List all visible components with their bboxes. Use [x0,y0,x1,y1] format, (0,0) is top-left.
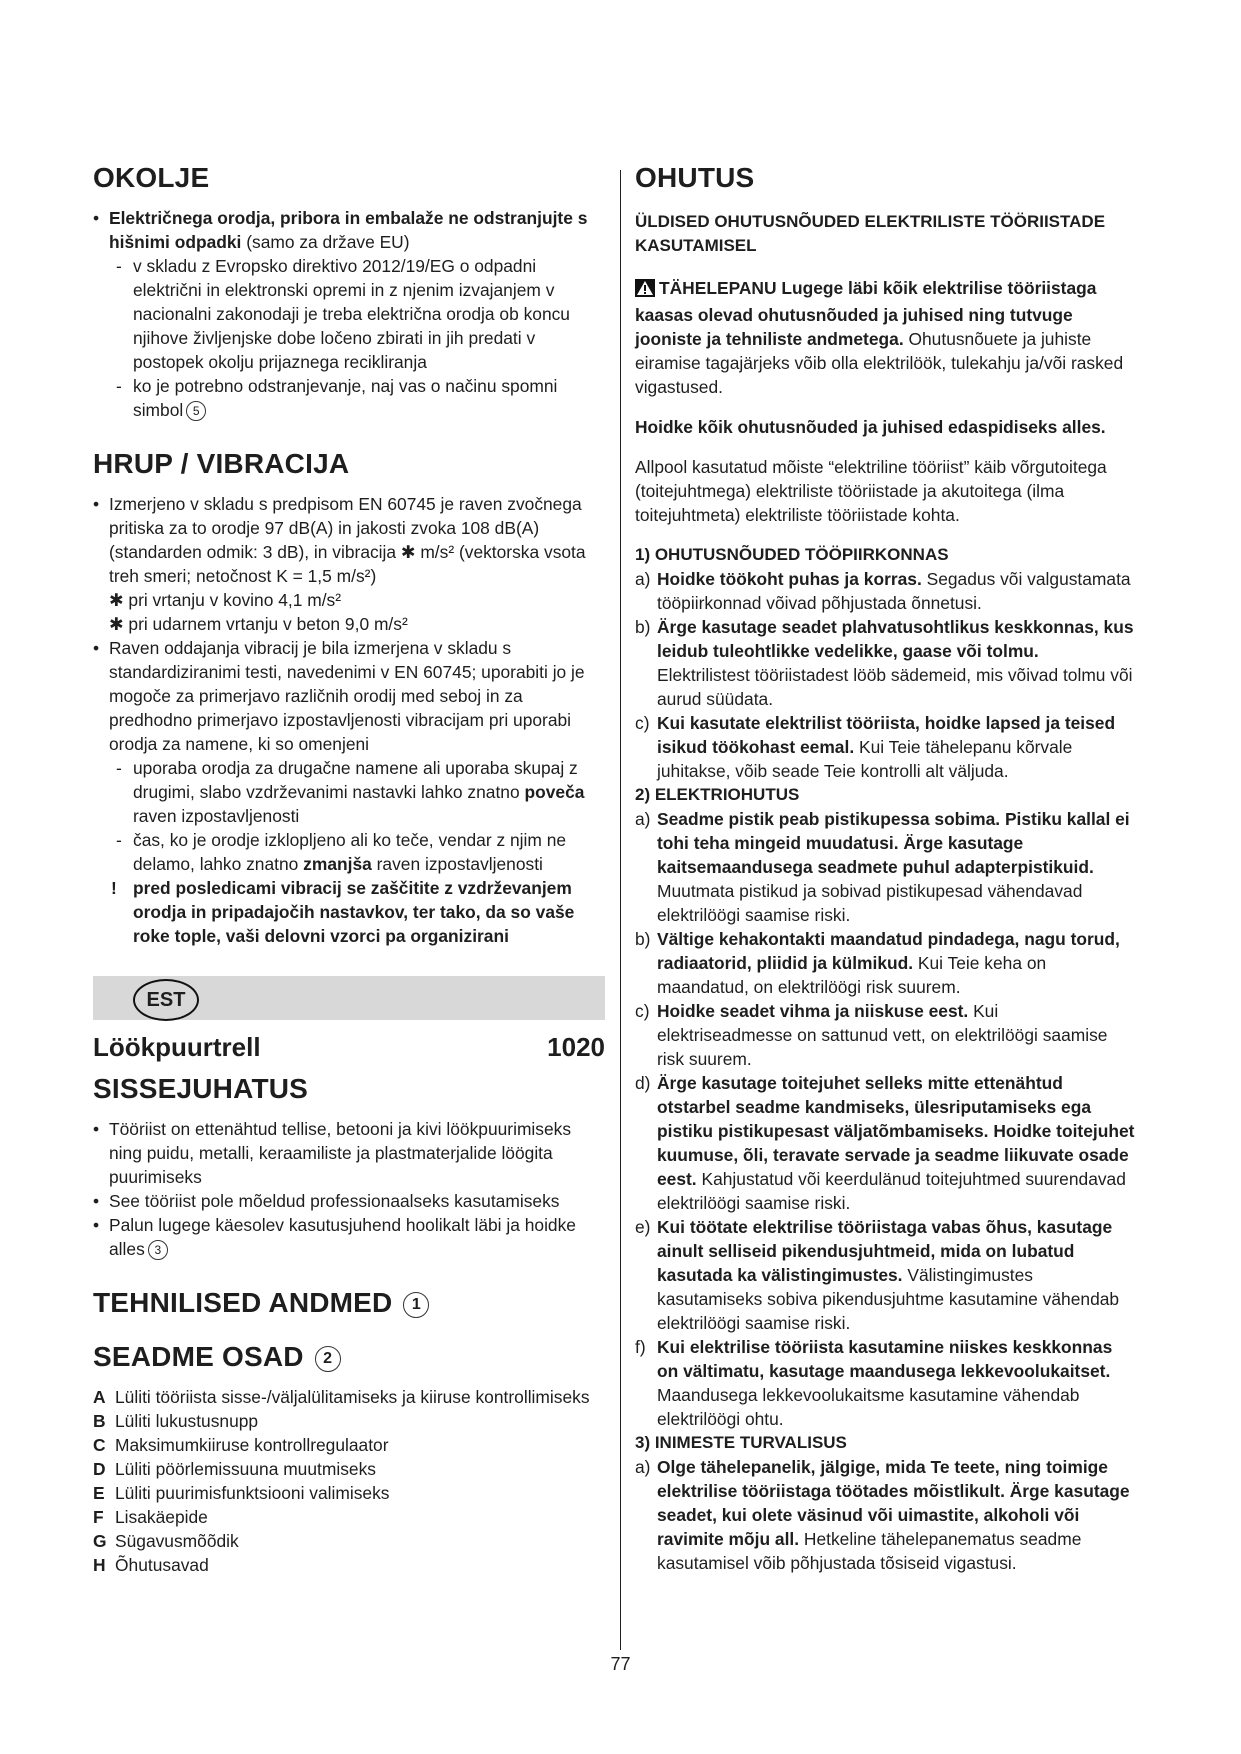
safety-item-letter: c) [635,1001,650,1021]
safety-item-text: Maandusega lekkevoolukaitsme kasutamine vähendab elektrilöögi ohtu. [657,1385,1080,1429]
safety-item-text: Hetkeline tähelepanematus seadme kasutamisel võib põhjustada tõsiseid vigastusi. [657,1529,1082,1573]
hrup-dash-1-bold: poveča [524,782,585,802]
language-bar [93,976,605,1020]
tehnilised-title [93,1287,605,1319]
safety-item-text: Kui Teie tähelepanu kõrvale juhitakse, võib seade Teie kontrolli alt väljuda. [657,737,1073,781]
hrup-star-2: ✱ pri udarnem vrtanju v beton 9,0 m/s² [109,614,408,634]
okolje-bullet-bold: Električnega orodja, pribora in embalaže ne odstranjujte s hišnimi odpadki [109,208,588,252]
product-number: 1020 [547,1032,605,1062]
hrup-dash-1 [93,756,605,828]
safety-item [635,1071,1135,1215]
hrup-title: HRUP / VIBRACIJA [93,448,350,479]
part-text: Sügavusmõõdik [115,1531,239,1551]
safety-item-text: Segadus või valgustamata tööpiirkonnad võivad põhjustada õnnetusi. [657,569,1131,613]
safety-item-bold: Hoidke töökoht puhas ja korras. [657,569,922,589]
safety-item [635,1215,1135,1335]
part-text: Õhutusavad [115,1555,209,1575]
safety-item-letter: b) [635,929,651,949]
left-column [93,162,605,1577]
part-text: Lüliti tööriista sisse-/väljalülitamiseks ja kiiruse kontrollimiseks [115,1387,590,1407]
part-text: Maksimumkiiruse kontrollregulaator [115,1435,389,1455]
safety-item-bold: Kui kasutate elektrilist tööriista, hoidke lapsed ja teised isikud töökohast eemal. [657,713,1116,757]
part-letter: C [93,1435,106,1455]
warning-bold-text: TÄHELEPANU Lugege läbi kõik elektrilise tööriistaga kaasas olevad ohutusnõuded ja juhised ning tutvuge jooniste ja tehniliste andmetega. [635,278,1097,349]
part-text: Lüliti puurimisfunktsiooni valimiseks [115,1483,390,1503]
part-letter: H [93,1555,106,1575]
column-divider [620,170,621,1650]
section-2-heading: 2) ELEKTRIOHUTUS [635,785,800,804]
safety-item [635,1455,1135,1575]
ref-3-badge: 3 [148,1240,168,1260]
safety-item-text: Muutmata pistikud ja sobivad pistikupesad vähendavad elektrilöögi saamise riski. [657,881,1083,925]
okolje-dash-2 [93,374,605,422]
part-item [93,1553,605,1577]
parts-list [93,1385,605,1577]
safety-item-bold: Kui elektrilise tööriista kasutamine niiskes keskkonnas on vältimatu, kasutage maandusega lekkevoolukaitset. [657,1337,1113,1381]
hrup-dash-2-pre: čas, ko je orodje izklopljeno ali ko teče, vendar z njim ne delamo, lahko znatno [133,830,567,874]
part-item [93,1409,605,1433]
hrup-list-2 [93,636,605,756]
right-column [635,162,1135,1575]
page-number: 77 [610,1654,631,1674]
sissejuhatus-list [93,1117,605,1261]
part-letter: B [93,1411,106,1431]
safety-item [635,711,1135,783]
seadme-title-text: SEADME OSAD [93,1341,304,1372]
part-text: Lisakäepide [115,1507,208,1527]
hrup-bullet-1: • Izmerjeno v skladu s predpisom EN 60745 je raven zvočnega pritiska za to orodje 97 dB(A) in jakosti zvoka 108 dB(A) (standarden odmik: 3 dB), in vibracija ✱ m/s² (vektorska vsota treh smeri; netočnost K = 1,5 m/s²) [93,492,605,588]
hrup-list [93,492,605,588]
tehnilised-title-text: TEHNILISED ANDMED [93,1287,393,1318]
ohutus-title: OHUTUS [635,162,755,193]
sissejuhatus-title: SISSEJUHATUS [93,1073,309,1104]
definition-paragraph: Allpool kasutatud mõiste “elektriline tööriist” käib võrgutoitega (toitejuhtmega) elektriliste tööriistade ja akutoitega (ilma toitejuhtmeta) elektriliste tööriistade kohta. [635,457,1107,525]
safety-item-bold: Kui töötate elektrilise tööriistaga vabas õhus, kasutage ainult selliseid pikendusjuhtmeid, mida on lubatud kasutada ka välistingimustes. [657,1217,1113,1285]
ref-5-badge: 5 [186,401,206,421]
safety-item-letter: a) [635,1457,651,1477]
seadme-title [93,1341,605,1373]
safety-item-text: Kui Teie keha on maandatud, on elektrilöögi risk suurem. [657,953,1047,997]
hrup-dash-1-pre: uporaba orodja za drugačne namene ali uporaba skupaj z drugimi, slabo vzdrževanimi nastavki lahko znatno [133,758,578,802]
okolje-title: OKOLJE [93,162,210,193]
part-item [93,1529,605,1553]
okolje-dash-1: - v skladu z Evropsko direktivo 2012/19/EG o odpadni električni in elektronski opremi in z njenim izvajanjem v nacionalni zakonodaji je treba električna orodja ob koncu njihove življenjske dobe ločeno zbirati in jih predati v postopek okolju prijaznega recikliranja [93,254,605,374]
warning-triangle-icon [635,279,655,303]
section-1-heading: 1) OHUTUSNÕUDED TÖÖPIIRKONNAS [635,545,949,564]
part-text: Lüliti lukustusnupp [115,1411,259,1431]
warning-paragraph [635,276,1135,399]
part-item [93,1433,605,1457]
sissejuhatus-bullet-2: • See tööriist pole mõeldud professionaalseks kasutamiseks [93,1189,605,1213]
safety-item [635,567,1135,615]
hrup-bullet-2: • Raven oddajanja vibracij je bila izmerjena v skladu s standardiziranimi testi, navedenimi v EN 60745; uporabiti jo je mogoče za primerjavo različnih orodij med seboj in za predhodno primerjavo izpostavljenosti vibracijam pri uporabi orodja za namene, ki so omenjeni [93,636,605,756]
sissejuhatus-bullet-3-text: Palun lugege käesolev kasutusjuhend hoolikalt läbi ja hoidke alles [109,1215,576,1259]
okolje-bullet-rest: (samo za države EU) [241,232,410,252]
hrup-dash-2 [93,828,605,876]
ref-1-badge: 1 [403,1292,429,1318]
safety-item [635,1335,1135,1431]
safety-item [635,927,1135,999]
exclamation-icon: ! [111,878,117,898]
product-name: Löökpuurtrell [93,1032,261,1062]
part-item [93,1385,605,1409]
part-letter: F [93,1507,104,1527]
section-1-list [635,567,1135,783]
warning-rest-text: Ohutusnõuete ja juhiste eiramise tagajärjeks võib olla elektrilöök, tulekahju ja/või rasked vigastused. [635,329,1124,397]
safety-item-text: Kahjustatud või keerdulänud toitejuhtmed suurendavad elektrilöögi saamise riski. [657,1169,1126,1213]
hrup-dash-2-post: raven izpostavljenosti [371,854,543,874]
part-text: Lüliti pöörlemissuuna muutmiseks [115,1459,376,1479]
safety-item-letter: a) [635,809,651,829]
safety-item-bold: Vältige kehakontakti maandatud pindadega, nagu torud, radiaatorid, pliidid ja külmikud. [657,929,1120,973]
part-letter: A [93,1387,106,1407]
part-letter: G [93,1531,107,1551]
hrup-dash-2-bold: zmanjša [303,854,372,874]
safety-item-bold: Hoidke seadet vihma ja niiskuse eest. [657,1001,969,1021]
part-item [93,1505,605,1529]
safety-item [635,807,1135,927]
part-letter: E [93,1483,105,1503]
okolje-dash-2-text: ko je potrebno odstranjevanje, naj vas o načinu spomni simbol [133,376,558,420]
safety-item-text: Välistingimustes kasutamiseks sobiva pikendusjuhtme kasutamine vähendab elektrilöögi saamise riski. [657,1265,1120,1333]
okolje-dash-list [93,254,605,422]
safety-item-letter: d) [635,1073,651,1093]
hrup-dash-1-post: raven izpostavljenosti [133,806,300,826]
safety-item-text: Kui elektriseadmesse on sattunud vett, on elektrilöögi saamise risk suurem. [657,1001,1108,1069]
safety-item-bold: Seadme pistik peab pistikupessa sobima. Pistiku kallal ei tohi teha mingeid muudatusi. Ärge kasutage kaitsemaandusega seadmete puhul adapterpistikuid. [657,809,1130,877]
ohutus-subtitle: ÜLDISED OHUTUSNÕUDED ELEKTRILISTE TÖÖRIISTADE KASUTAMISEL [635,212,1106,255]
part-letter: D [93,1459,106,1479]
part-item [93,1457,605,1481]
hrup-dash-list [93,756,605,876]
hrup-warning-text: pred posledicami vibracij se zaščitite z vzdrževanjem orodja in pripadajočih nastavkov, ter tako, da so vaše roke tople, vaši delovni vzorci pa organizirani [133,878,575,946]
section-3-heading: 3) INIMESTE TURVALISUS [635,1433,847,1452]
safety-item-letter: b) [635,617,651,637]
okolje-list [93,206,605,254]
sissejuhatus-bullet-3 [93,1213,605,1261]
part-item [93,1481,605,1505]
safety-item [635,615,1135,711]
sissejuhatus-bullet-1: • Tööriist on ettenähtud tellise, betooni ja kivi löökpuurimiseks ning puidu, metalli, keraamiliste ja plastmaterjalide löögita puurimiseks [93,1117,605,1189]
safety-item-letter: c) [635,713,650,733]
section-2-list [635,807,1135,1431]
safety-item-letter: f) [635,1337,646,1357]
section-3-list [635,1455,1135,1575]
safety-item-bold: Olge tähelepanelik, jälgige, mida Te teete, ning toimige elektrilise tööriistaga töötades mõistlikult. Ärge kasutage seadet, kui olete väsinud või uimastite, alkoholi või ravimite mõju all. [657,1457,1130,1549]
hrup-warning [93,876,605,948]
hrup-star-1: ✱ pri vrtanju v kovino 4,1 m/s² [109,590,342,610]
keep-instructions: Hoidke kõik ohutusnõuded ja juhised edaspidiseks alles. [635,417,1106,437]
safety-item-bold: Ärge kasutage toitejuhet selleks mitte ettenähtud otstarbel seadme kandmiseks, ülesriputamiseks ega pistiku pistikupesast väljatõmbamiseks. Hoidke toitejuhet kuumuse, õli, teravate servade ja seadme liikuvate osade eest. [657,1073,1135,1189]
safety-item-bold: Ärge kasutage seadet plahvatusohtlikus keskkonnas, kus leidub tuleohtlikke vedelikke, gaase või tolmu. [657,617,1134,661]
safety-item-letter: e) [635,1217,651,1237]
safety-item [635,999,1135,1071]
safety-item-text: Elektrilistest tööriistadest lööb sädemeid, mis võivad tolmu või aurud süüdata. [657,665,1133,709]
product-heading [93,1032,605,1063]
est-language-badge: EST [133,979,199,1021]
ref-2-badge: 2 [315,1346,341,1372]
safety-item-letter: a) [635,569,651,589]
okolje-bullet [93,206,605,254]
